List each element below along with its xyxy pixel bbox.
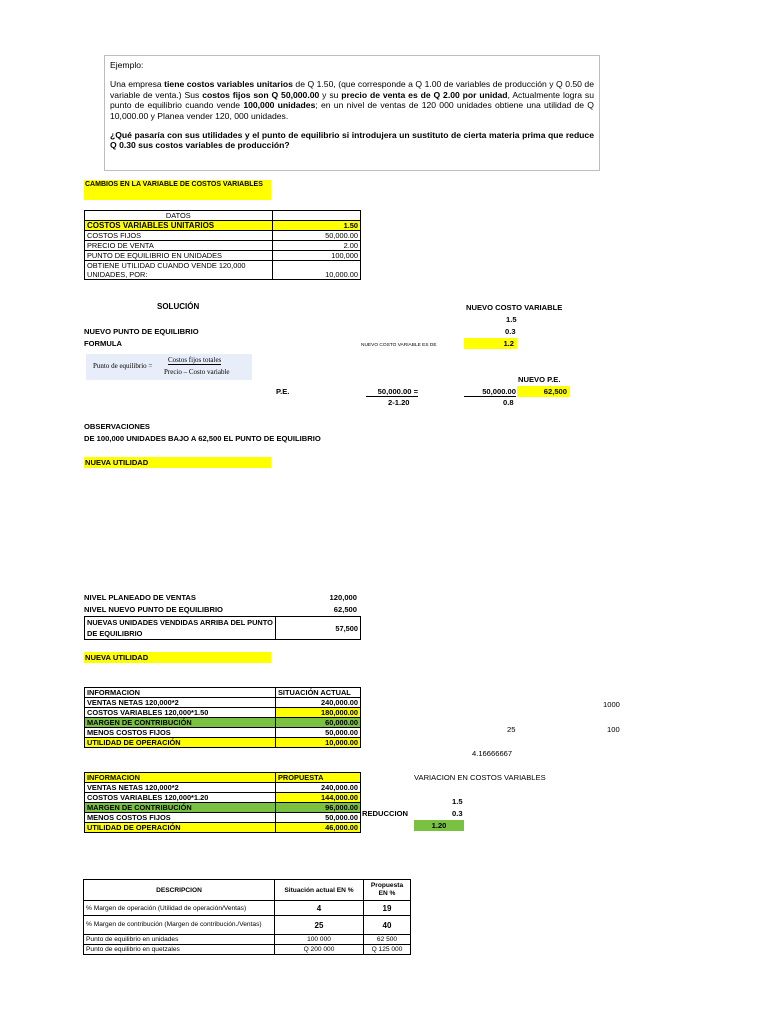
niveles-box [84,616,361,640]
actual-table [84,687,361,748]
nuevo-pe-title: NUEVO P.E. [518,375,561,384]
niveles-box-value: 57,500 [276,617,361,640]
text-run-bold: costos fijos son Q 50,000.00 [202,89,320,100]
pe-result: 62,500 [517,386,570,397]
example-heading: Ejemplo: [110,60,144,70]
nuevo-cv-es: NUEVO COSTO VARIABLE ES DE [361,343,437,348]
propuesta-value: 46,000.00 [276,823,361,833]
resumen-desc: % Margen de contribución (Margen de contribución./Ventas) [84,916,275,935]
propuesta-value: 240,000.00 [276,783,361,793]
reduccion-label: REDUCCION [362,809,408,818]
nuevo-cv-title: NUEVO COSTO VARIABLE [466,303,563,312]
resumen-propuesta: Q 125 000 [364,945,411,955]
datos-value: 100,000 [272,251,360,261]
propuesta-label: UTILIDAD DE OPERACIÓN [85,823,276,833]
cv-value: 0.3 [505,327,516,336]
resumen-propuesta: 40 [364,916,411,935]
observaciones-title: OBSERVACIONES [84,422,150,431]
resumen-header: DESCRIPCION [84,880,275,901]
text-run-bold: 100,000 unidades [243,100,316,111]
text-run-bold: tiene costos variables unitarios [164,79,293,90]
section-title: CAMBIOS EN LA VARIABLE DE COSTOS VARIABLES [84,180,271,200]
formula-lhs: Punto de equilibrio = [93,362,153,370]
actual-header: INFORMACION [85,688,276,698]
datos-header: DATOS [85,211,273,221]
variacion-value: 1.5 [452,797,463,806]
pe-label: P.E. [276,387,290,396]
niveles-box-label: NUEVAS UNIDADES VENDIDAS ARRIBA DEL PUNTO DE EQUILIBRIO [85,617,276,640]
resumen-table [83,879,411,955]
nueva-utilidad-label: NUEVA UTILIDAD [84,457,271,468]
resumen-propuesta: 19 [364,901,411,916]
variacion-value: 0.3 [452,809,463,818]
example-paragraph [110,79,594,121]
datos-label: PUNTO DE EQUILIBRIO EN UNIDADES [85,251,273,261]
text-run-bold: precio de venta es de Q 2.00 por unidad [341,89,508,100]
formula-numerator: Costos fijos totales [168,356,222,364]
resumen-actual: 25 [275,916,364,935]
actual-header: SITUACIÓN ACTUAL [276,688,361,698]
resumen-desc: % Margen de operación (Utilidad de operación/Ventas) [84,901,275,916]
propuesta-value: 96,000.00 [276,803,361,813]
datos-label: COSTOS VARIABLES UNITARIOS [85,221,273,231]
propuesta-value: 50,000.00 [276,813,361,823]
datos-table [84,210,361,280]
nuevo-pe-label: NUEVO PUNTO DE EQUILIBRIO [84,327,199,336]
nivel-label: NIVEL PLANEADO DE VENTAS [84,593,196,602]
observaciones-text: DE 100,000 UNIDADES BAJO A 62,500 EL PUNTO DE EQUILIBRIO [84,434,321,443]
fraction1-numerator: 50,000.00 = [366,387,418,397]
actual-value: 50,000.00 [276,728,361,738]
variacion-result: 1.20 [414,820,464,831]
resumen-header: Situación actual EN % [275,880,364,901]
fraction1-denominator: 2-1.20 [388,398,410,407]
propuesta-value: 144,000.00 [276,793,361,803]
nueva-utilidad-label: NUEVA UTILIDAD [84,652,271,663]
cv-value: 1.5 [506,315,517,324]
nivel-value: 120,000 [329,593,357,602]
formula-label: FORMULA [84,339,122,348]
example-question: ¿Qué pasaría con sus utilidades y el punto de equilibrio si introdujera un sustituto de cierta materia prima que reduce Q 0.30 sus costos variables de producción? [110,130,594,151]
formula-image [86,354,252,380]
propuesta-table [84,772,361,833]
actual-label: UTILIDAD DE OPERACIÓN [85,738,276,748]
datos-label: COSTOS FIJOS [85,231,273,241]
actual-value: 60,000.00 [276,718,361,728]
actual-label: VENTAS NETAS 120,000*2 [85,698,276,708]
formula-denominator: Precio – Costo variable [164,368,230,376]
actual-value: 10,000.00 [276,738,361,748]
actual-label: MARGEN DE CONTRIBUCIÓN [85,718,276,728]
side-number: 4.16666667 [472,749,513,758]
actual-label: MENOS COSTOS FIJOS [85,728,276,738]
datos-value: 2.00 [272,241,360,251]
solucion-title: SOLUCIÓN [157,302,200,311]
actual-label: COSTOS VARIABLES 120,000*1.50 [85,708,276,718]
side-number: 1000 [603,700,620,709]
actual-value: 180,000.00 [276,708,361,718]
datos-value: 1.50 [272,221,360,231]
side-number: 100 [607,725,620,734]
text-run: , Actualmente logra su punto de equilibrio cuando vende [110,89,595,111]
resumen-desc: Punto de equilibrio en quetzales [84,945,275,955]
side-number: 25 [507,725,516,734]
cv-new-value: 1.2 [464,338,517,349]
nivel-value: 62,500 [333,605,357,614]
resumen-header: Propuesta EN % [364,880,411,901]
resumen-actual: 100 000 [275,935,364,945]
resumen-desc: Punto de equilibrio en unidades [84,935,275,945]
variacion-title: VARIACION EN COSTOS VARIABLES [414,773,546,782]
actual-value: 240,000.00 [276,698,361,708]
resumen-actual: 4 [275,901,364,916]
propuesta-header: INFORMACION [85,773,276,783]
nivel-label: NIVEL NUEVO PUNTO DE EQUILIBRIO [84,605,223,614]
fraction2-denominator: 0.8 [503,398,514,407]
propuesta-label: COSTOS VARIABLES 120,000*1.20 [85,793,276,803]
datos-value: 50,000.00 [272,231,360,241]
resumen-actual: Q 200 000 [275,945,364,955]
datos-label: PRECIO DE VENTA [85,241,273,251]
propuesta-label: VENTAS NETAS 120,000*2 [85,783,276,793]
propuesta-label: MARGEN DE CONTRIBUCIÓN [85,803,276,813]
example-box [104,55,600,171]
datos-header-empty [272,211,360,221]
datos-value: 10,000.00 [272,261,360,280]
resumen-propuesta: 62 500 [364,935,411,945]
text-run: ; en un nivel de ventas de 120 000 unidades obtiene una utilidad de Q 10,000.00 y Planea vender 120, 000 unidades. [110,100,594,121]
propuesta-label: MENOS COSTOS FIJOS [85,813,276,823]
fraction2-numerator: 50,000.00 [464,387,516,397]
datos-label: OBTIENE UTILIDAD CUANDO VENDE 120,000 UNIDADES, POR: [85,261,273,280]
text-run: y su [319,89,342,100]
text-run: Una empresa [110,79,165,90]
propuesta-header: PROPUESTA [276,773,361,783]
text-run: de Q 1.50, (que corresponde a Q 1.00 de variables de producción y Q 0.50 de variable de venta.) Sus [110,79,594,100]
